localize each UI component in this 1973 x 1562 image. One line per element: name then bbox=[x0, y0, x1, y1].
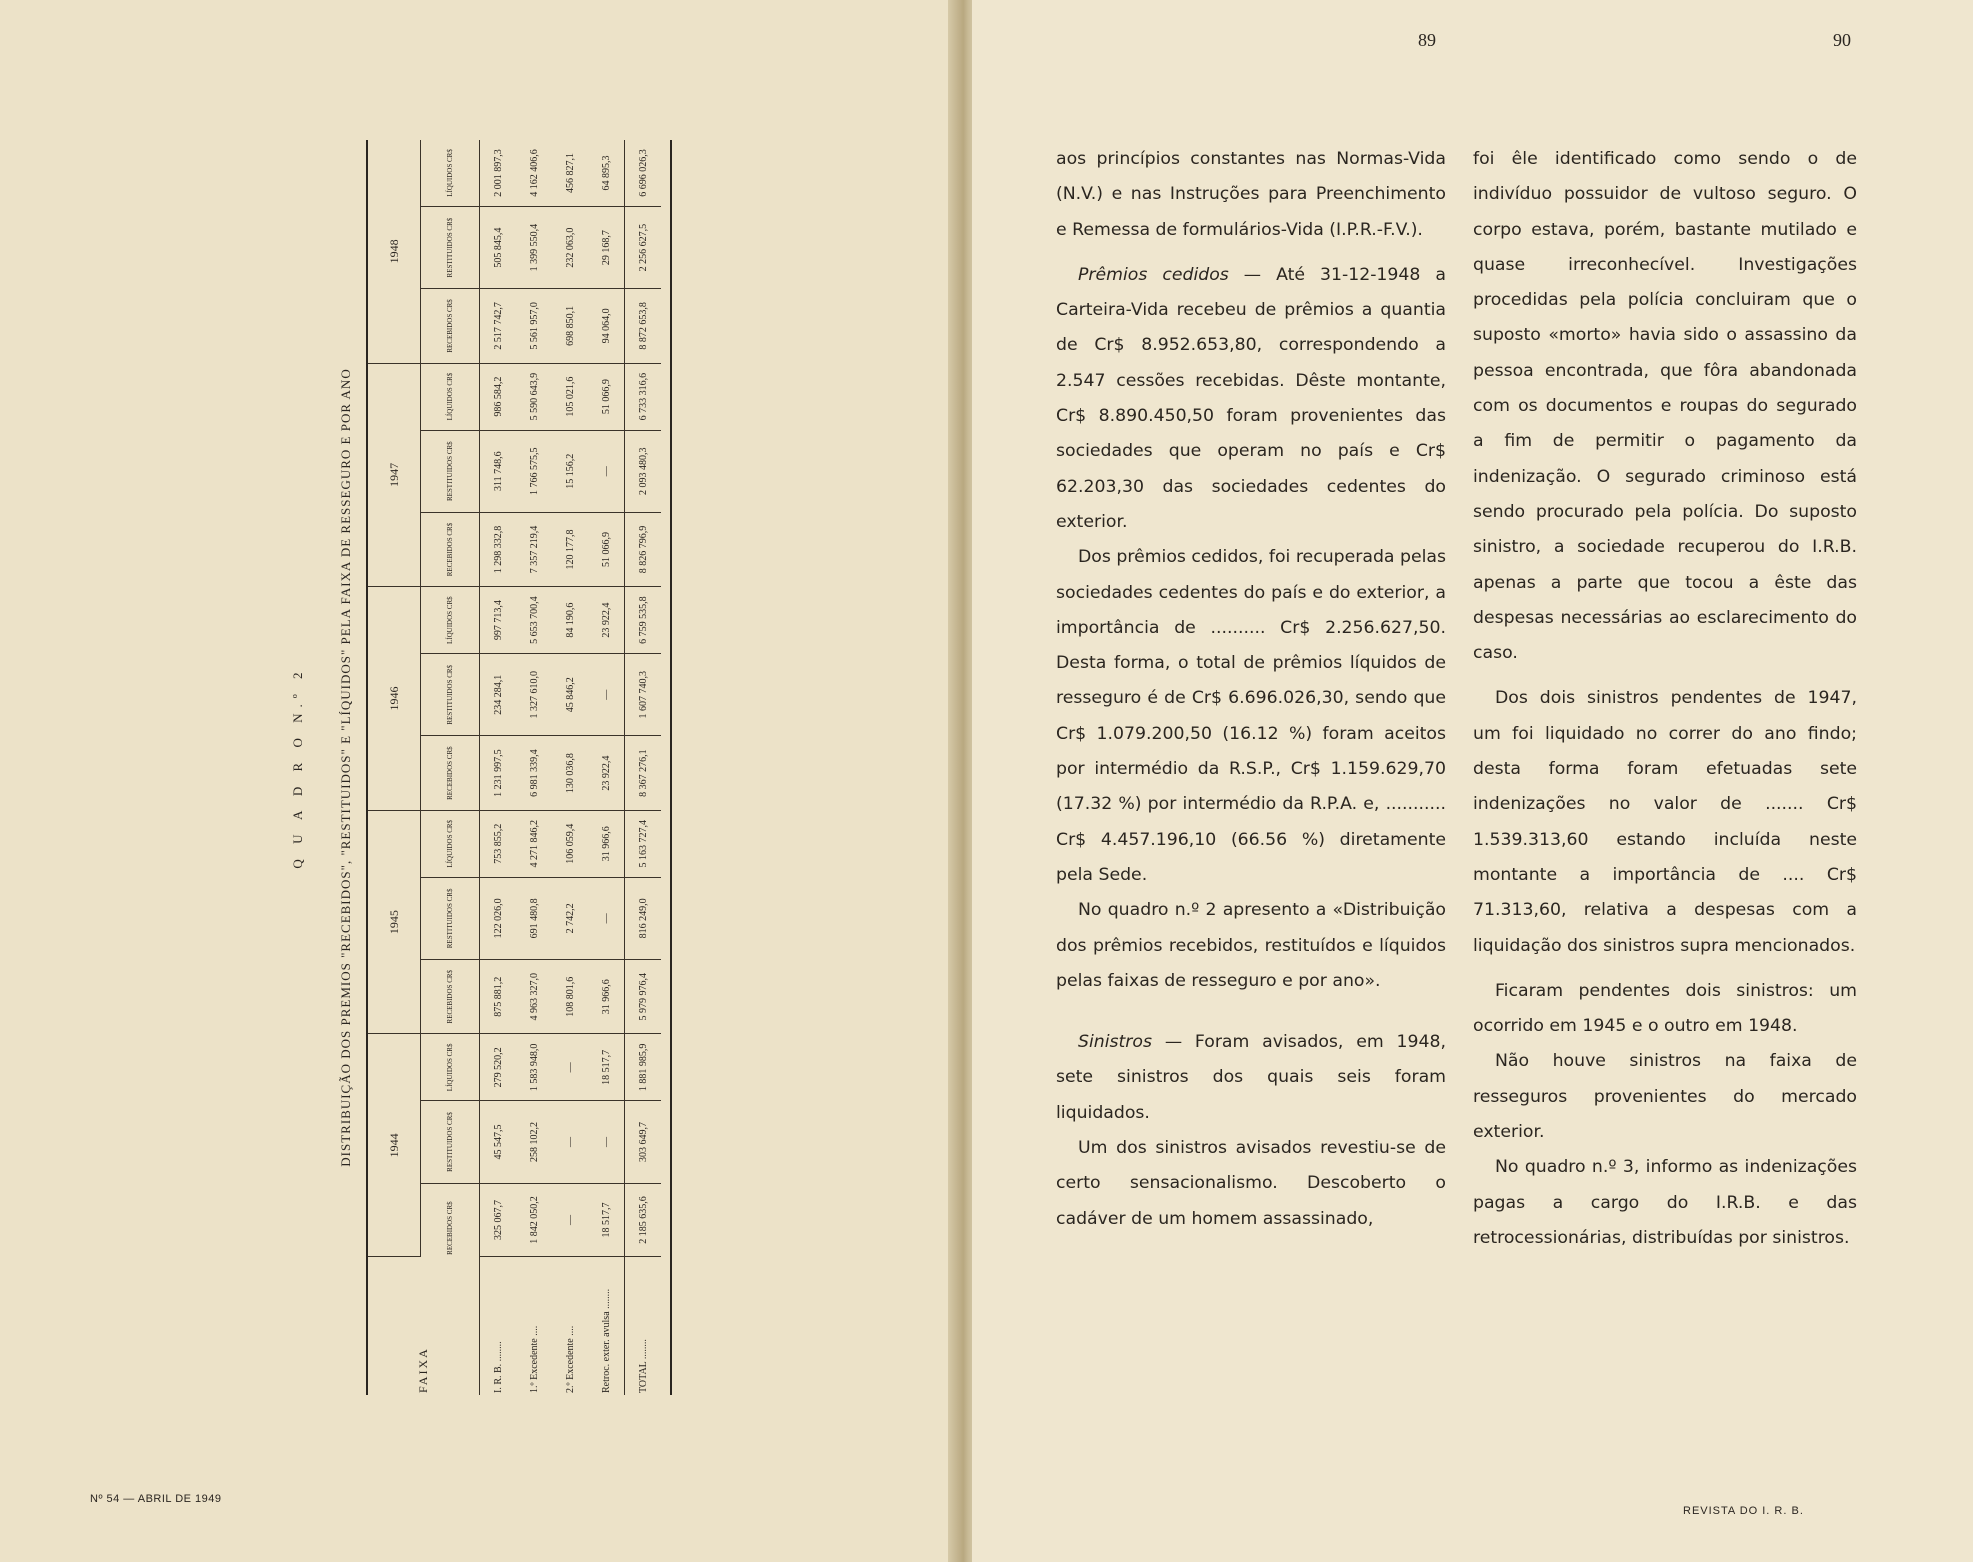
subheader-cell: RECEBIDOS CR$ bbox=[421, 960, 480, 1034]
table-cell: 130 036,8 bbox=[552, 736, 588, 810]
subheader-cell: LÍQUIDOS CR$ bbox=[421, 587, 480, 654]
table-cell: 6 981 339,4 bbox=[516, 736, 552, 810]
table-cell: — bbox=[588, 430, 625, 512]
subheader-cell: LÍQUIDOS CR$ bbox=[421, 140, 480, 206]
table-row bbox=[552, 140, 588, 1395]
table-cell: 1 766 575,5 bbox=[516, 430, 552, 512]
table-cell: 325 067,7 bbox=[480, 1183, 517, 1257]
table-cell: — bbox=[588, 654, 625, 736]
table-cell: 51 066,9 bbox=[588, 512, 625, 586]
page-number-89: 89 bbox=[1418, 30, 1436, 50]
row-label: Retroc. exter. avulsa ........ bbox=[600, 1288, 612, 1393]
table-cell: 2 517 742,7 bbox=[480, 289, 517, 363]
table-cell: 8 367 276,1 bbox=[625, 736, 662, 810]
paragraph-body: — Até 31-12-1948 a Carteira-Vida recebeu de prêmios a quantia de Cr$ 8.952.653,80, correspondendo a 2.547 cessões recebidas. Dêste montante, Cr$ 8.890.450,50 foram provenientes das sociedades que operam no país e Cr$ 62.203,30 das sociedades cedentes do exterior. bbox=[1056, 264, 1446, 532]
table-cell: 456 827,1 bbox=[552, 140, 588, 206]
table-cell: 258 102,2 bbox=[516, 1101, 552, 1183]
paragraph: foi êle identificado como sendo o de indivíduo possuidor de vultoso seguro. O corpo estava, porém, bastante mutilado e quase irreconhecível. Investigações procedidas pela polícia concluiram que o suposto «morto» havia sido o assassino da pessoa encontrada, que fôra abandonada com os documentos e roupas do segurado a fim de permitir o pagamento da indenização. O segurado criminoso está sendo procurado pela polícia. Do suposto sinistro, a sociedade recuperou do I.R.B. apenas a parte que tocou a êste das despesas necessárias ao esclarecimento do caso. bbox=[1473, 149, 1857, 664]
table-cell: 15 156,2 bbox=[552, 430, 588, 512]
table-cell: 84 190,6 bbox=[552, 587, 588, 654]
table-cell: 7 357 219,4 bbox=[516, 512, 552, 586]
paragraph: Dos dois sinistros pendentes de 1947, um foi liquidado no correr do ano findo; desta forma foram efetuadas sete indenizações no valor de ....... Cr$ 1.539.313,60 estando incluída neste montante a importância de .... Cr$ 71.313,60, relativa a despesas com a liquidação dos sinistros supra mencionados. bbox=[1473, 688, 1857, 956]
table-cell: — bbox=[588, 877, 625, 959]
table-cell: 18 517,7 bbox=[588, 1034, 625, 1101]
paragraph: Dos prêmios cedidos, foi recuperada pelas sociedades cedentes do país e do exterior, a importância de .......... Cr$ 2.256.627,50. Desta forma, o total de prêmios líquidos de resseguro é de Cr$ 6.696.026,30, sendo que Cr$ 1.079.200,50 (16.12 %) foram aceitos por intermédio da R.S.P., Cr$ 1.159.629,70 (17.32 %) por intermédio da R.P.A. e, ........... Cr$ 4.457.196,10 (66.56 %) diretamente pela Sede. bbox=[1056, 547, 1446, 885]
paragraph: No quadro n.º 3, informo as indenizações pagas a cargo do I.R.B. e das retrocessionárias, distribuídas por sinistros. bbox=[1473, 1157, 1857, 1248]
table-cell: 6 733 316,6 bbox=[625, 363, 662, 430]
paragraph-heading: Prêmios cedidos bbox=[1078, 264, 1229, 285]
year-header: 1947 bbox=[368, 363, 421, 587]
table-cell: 2 001 897,3 bbox=[480, 140, 517, 206]
year-header: 1945 bbox=[368, 810, 421, 1034]
table-cell: 1 399 550,4 bbox=[516, 206, 552, 288]
subheader-cell: RESTITUIDOS CR$ bbox=[421, 206, 480, 288]
table-cell: 303 649,7 bbox=[625, 1101, 662, 1183]
table-cell: 108 801,6 bbox=[552, 960, 588, 1034]
text-column-right bbox=[1473, 142, 1857, 1256]
table-cell: 4 963 327,0 bbox=[516, 960, 552, 1034]
subheader-cell: RECEBIDOS CR$ bbox=[421, 736, 480, 810]
table-cell: 6 759 535,8 bbox=[625, 587, 662, 654]
text-column-left bbox=[1056, 142, 1446, 1237]
table-cell: 232 063,0 bbox=[552, 206, 588, 288]
table-cell: 4 162 406,6 bbox=[516, 140, 552, 206]
table-row bbox=[625, 140, 662, 1395]
table-cell: 234 284,1 bbox=[480, 654, 517, 736]
left-page bbox=[0, 0, 958, 1562]
faixa-header: FAIXA bbox=[368, 1257, 480, 1395]
table-cell: 1 298 332,8 bbox=[480, 512, 517, 586]
table-cell: — bbox=[552, 1101, 588, 1183]
table-cell: 1 327 610,0 bbox=[516, 654, 552, 736]
paragraph-premios-cedidos bbox=[1056, 258, 1446, 540]
quadro-label: Q U A D R O N.º 2 bbox=[290, 666, 305, 869]
table-cell: 875 881,2 bbox=[480, 960, 517, 1034]
table-title: DISTRIBUIÇÃO DOS PREMIOS "RECEBIDOS", "RESTITUIDOS" E "LÍQUIDOS" PELA FAIXA DE RESSEGURO E POR ANO bbox=[338, 368, 353, 1167]
table-cell: 5 163 727,4 bbox=[625, 810, 662, 877]
subheader-cell: RESTITUIDOS CR$ bbox=[421, 1101, 480, 1183]
table-cell: 2 185 635,6 bbox=[625, 1183, 662, 1257]
table-cell: 1 607 740,3 bbox=[625, 654, 662, 736]
table-cell: 31 966,6 bbox=[588, 810, 625, 877]
table-cell: 8 872 653,8 bbox=[625, 289, 662, 363]
paragraph: aos princípios constantes nas Normas-Vida (N.V.) e nas Instruções para Preenchimento e Remessa de formulários-Vida (I.P.R.-F.V.). bbox=[1056, 149, 1446, 240]
table-cell: — bbox=[552, 1034, 588, 1101]
row-label: 2.º Excedente .... bbox=[564, 1325, 576, 1393]
table-cell: 122 026,0 bbox=[480, 877, 517, 959]
table-cell: 64 895,3 bbox=[588, 140, 625, 206]
subheader-cell: RESTITUIDOS CR$ bbox=[421, 430, 480, 512]
table-cell: 2 256 627,5 bbox=[625, 206, 662, 288]
paragraph: Um dos sinistros avisados revestiu-se de certo sensacionalismo. Descoberto o cadáver de um homem assassinado, bbox=[1056, 1138, 1446, 1229]
subheader-cell: RECEBIDOS CR$ bbox=[421, 512, 480, 586]
table-cell: 5 979 976,4 bbox=[625, 960, 662, 1034]
table-cell: 505 845,4 bbox=[480, 206, 517, 288]
page-number-90: 90 bbox=[1833, 30, 1851, 50]
paragraph-heading: Sinistros bbox=[1078, 1032, 1152, 1053]
table-cell: 5 653 700,4 bbox=[516, 587, 552, 654]
table-cell: 5 590 643,9 bbox=[516, 363, 552, 430]
table-cell: 691 480,8 bbox=[516, 877, 552, 959]
table-cell: 51 066,9 bbox=[588, 363, 625, 430]
footer-issue: Nº 54 — ABRIL DE 1949 bbox=[90, 1493, 222, 1505]
paragraph-body: — Foram avisados, em 1948, sete sinistros dos quais seis foram liquidados. bbox=[1056, 1032, 1446, 1123]
table-row bbox=[480, 140, 517, 1395]
table-cell: 94 064,0 bbox=[588, 289, 625, 363]
paragraph: Não houve sinistros na faixa de resseguros provenientes do mercado exterior. bbox=[1473, 1051, 1857, 1143]
table-cell: 18 517,7 bbox=[588, 1183, 625, 1257]
footer-journal: REVISTA DO I. R. B. bbox=[1683, 1505, 1804, 1517]
row-label: TOTAL ........ bbox=[625, 1257, 662, 1395]
table-row bbox=[588, 140, 625, 1395]
table-cell: 1 231 997,5 bbox=[480, 736, 517, 810]
table-cell: 6 696 026,3 bbox=[625, 140, 662, 206]
subheader-cell: RECEBIDOS CR$ bbox=[421, 289, 480, 363]
table-cell: 279 520,2 bbox=[480, 1034, 517, 1101]
subheader-cell: RESTITUIDOS CR$ bbox=[421, 654, 480, 736]
table-cell: 23 922,4 bbox=[588, 587, 625, 654]
table-cell: 986 584,2 bbox=[480, 363, 517, 430]
paragraph: Ficaram pendentes dois sinistros: um ocorrido em 1945 e o outro em 1948. bbox=[1473, 980, 1857, 1037]
table-cell: 1 881 985,9 bbox=[625, 1034, 662, 1101]
year-header: 1948 bbox=[368, 140, 421, 363]
table-cell: 8 826 796,9 bbox=[625, 512, 662, 586]
table-cell: 120 177,8 bbox=[552, 512, 588, 586]
table-cell: 2 742,2 bbox=[552, 877, 588, 959]
paragraph-sinistros bbox=[1056, 1025, 1446, 1131]
table-cell: — bbox=[588, 1101, 625, 1183]
table-cell: 5 561 957,0 bbox=[516, 289, 552, 363]
subheader-cell: LÍQUIDOS CR$ bbox=[421, 1034, 480, 1101]
rotated-table-block bbox=[290, 140, 678, 1395]
table-cell: 105 021,6 bbox=[552, 363, 588, 430]
table-cell: 311 748,6 bbox=[480, 430, 517, 512]
table-cell: 106 059,4 bbox=[552, 810, 588, 877]
table-cell: 698 850,1 bbox=[552, 289, 588, 363]
subheader-cell: RESTITUIDOS CR$ bbox=[421, 877, 480, 959]
table-cell: — bbox=[552, 1183, 588, 1257]
table-row bbox=[516, 140, 552, 1395]
table-cell: 4 271 846,2 bbox=[516, 810, 552, 877]
table-cell: 1 842 050,2 bbox=[516, 1183, 552, 1257]
table-cell: 997 713,4 bbox=[480, 587, 517, 654]
row-label: 1.º Excedente .... bbox=[528, 1325, 540, 1393]
table-cell: 1 583 948,0 bbox=[516, 1034, 552, 1101]
table-cell: 31 966,6 bbox=[588, 960, 625, 1034]
subheader-cell: LÍQUIDOS CR$ bbox=[421, 810, 480, 877]
subheader-cell: LÍQUIDOS CR$ bbox=[421, 363, 480, 430]
table-cell: 2 093 480,3 bbox=[625, 430, 662, 512]
table-cell: 816 249,0 bbox=[625, 877, 662, 959]
table-cell: 45 846,2 bbox=[552, 654, 588, 736]
subheader-cell: RECEBIDOS CR$ bbox=[421, 1183, 480, 1257]
year-header: 1944 bbox=[368, 1034, 421, 1257]
row-label: I. R. B. ........ bbox=[492, 1341, 504, 1393]
table-cell: 753 855,2 bbox=[480, 810, 517, 877]
table-cell: 29 168,7 bbox=[588, 206, 625, 288]
year-header: 1946 bbox=[368, 587, 421, 811]
paragraph: No quadro n.º 2 apresento a «Distribuição dos prêmios recebidos, restituídos e líquidos pelas faixas de resseguro e por ano». bbox=[1056, 900, 1446, 991]
table-cell: 23 922,4 bbox=[588, 736, 625, 810]
distribution-table bbox=[368, 140, 661, 1395]
table-cell: 45 547,5 bbox=[480, 1101, 517, 1183]
